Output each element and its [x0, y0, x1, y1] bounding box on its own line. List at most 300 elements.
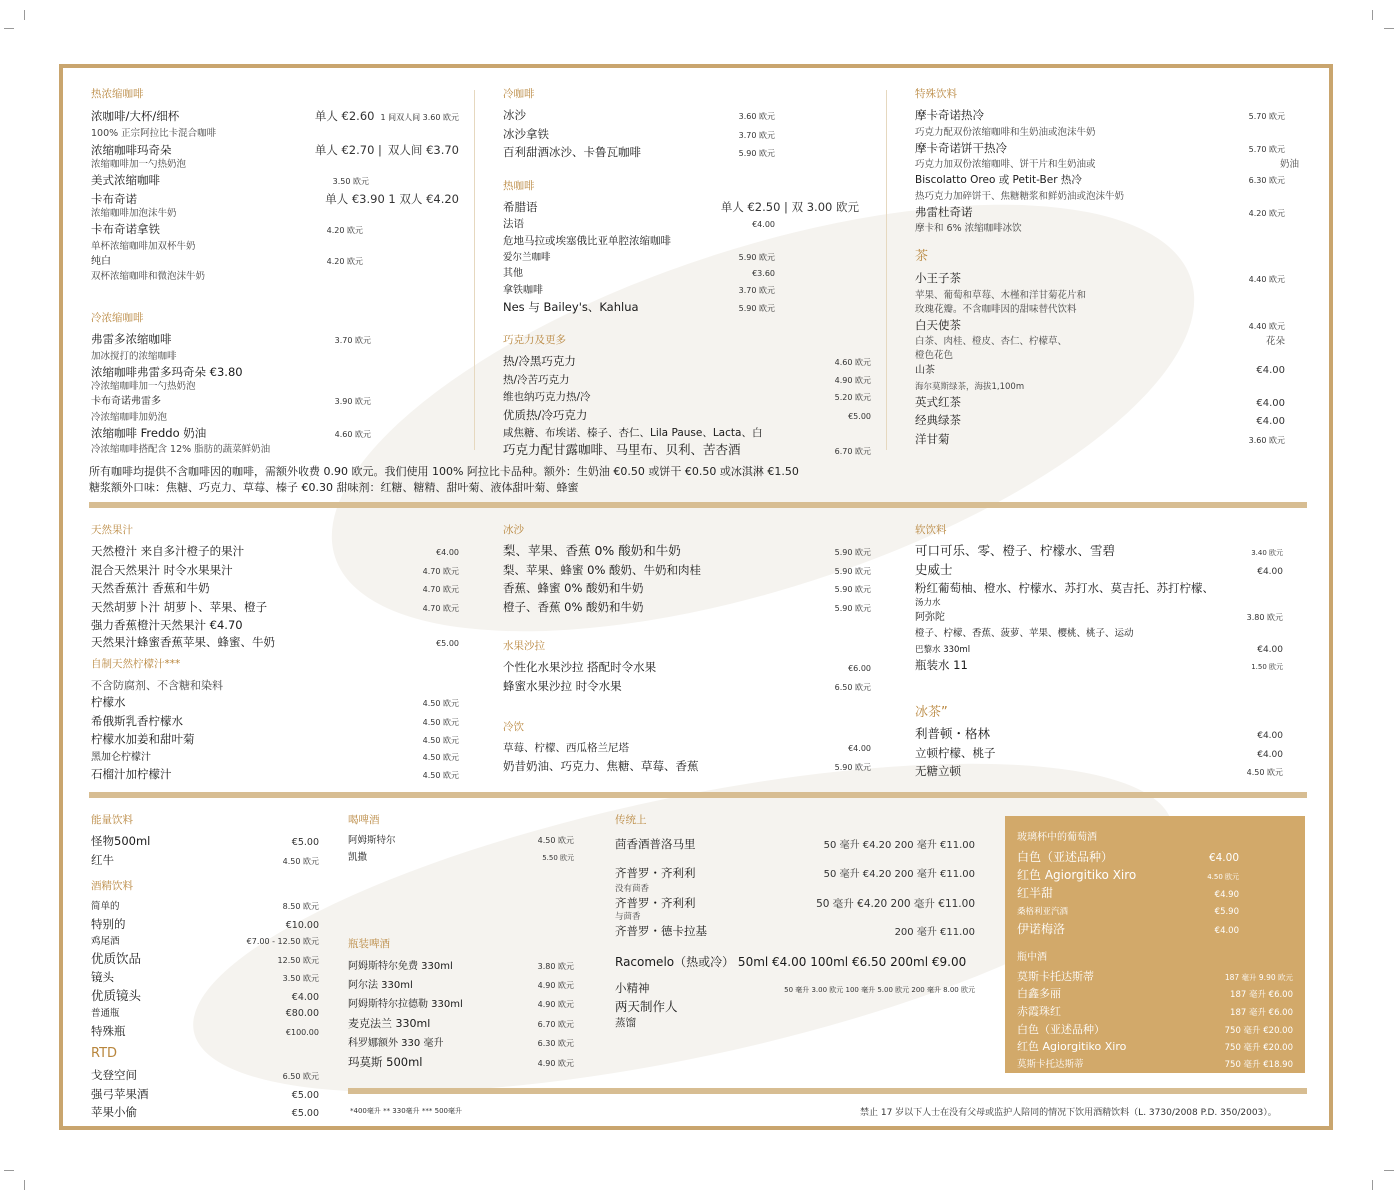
column-divider	[474, 90, 475, 450]
item-price: 4.50 欧元	[422, 736, 459, 745]
menu-item	[1017, 867, 1293, 886]
section-heading: 特殊饮料	[915, 88, 957, 100]
item-price: 4.60 欧元	[334, 429, 371, 439]
section-subtitle: 不含防腐剂、不含糖和染料	[91, 679, 223, 692]
item-price: 4.50 欧元	[537, 836, 574, 845]
item-name: 冰沙	[503, 108, 526, 122]
item-price: 4.70 欧元	[422, 566, 459, 576]
item-price: 3.50 欧元	[332, 177, 369, 186]
item-name: 弗雷杜奇诺	[915, 204, 973, 219]
item-name: 蜂蜜水果沙拉 时令水果	[503, 678, 622, 693]
item-name: 汤力水	[915, 597, 941, 608]
item-price: €4.00	[1208, 852, 1239, 864]
item-price: 5.70 欧元	[1248, 144, 1285, 154]
section-heading: 茶	[915, 249, 929, 264]
menu-item	[915, 412, 1285, 431]
item-price: 6.50 欧元	[282, 1072, 319, 1081]
item-name: 苹果小偷	[91, 1105, 137, 1119]
section-espresso	[91, 86, 459, 284]
item-name: 爱尔兰咖啡	[503, 251, 551, 263]
menu-item	[615, 865, 975, 884]
item-price: 3.60 欧元	[738, 112, 775, 121]
menu-item	[91, 1006, 319, 1023]
item-price: €4.00	[1257, 644, 1283, 655]
menu-item	[503, 580, 871, 599]
item-price: 3.70 欧元	[738, 130, 775, 140]
item-description: 100% 正宗阿拉比卡混合咖啡	[91, 127, 217, 139]
menu-item	[91, 1086, 319, 1105]
item-name: 鸡尾酒	[91, 936, 120, 947]
menu-item-description	[915, 335, 1285, 349]
section-heading: 传统上	[615, 814, 647, 826]
menu-item	[503, 599, 871, 618]
item-note: 没有茴香	[615, 883, 650, 894]
item-price: 6.50 欧元	[834, 682, 871, 692]
section-heading: 热咖啡	[503, 180, 535, 192]
menu-item	[1017, 1022, 1293, 1040]
item-price: 4.90 欧元	[537, 981, 574, 990]
menu-item	[348, 833, 574, 850]
item-name: 石榴汁加柠檬汁	[91, 767, 172, 781]
item-description: 加冰搅打的浓缩咖啡	[91, 350, 177, 362]
item-name: 红牛	[91, 852, 114, 867]
item-price: 6.70 欧元	[834, 446, 871, 456]
menu-item	[503, 740, 871, 758]
item-name: 柠檬水加姜和甜叶菊	[91, 732, 195, 746]
column-divider	[886, 90, 887, 450]
menu-item	[91, 951, 319, 970]
menu-item	[91, 394, 371, 411]
item-price: €4.00	[1256, 365, 1285, 376]
item-name: 梨、苹果、蜂蜜 0% 酸奶、牛奶和肉桂	[503, 562, 702, 577]
item-price: 4.70 欧元	[422, 603, 459, 613]
section-heading: 冰沙	[503, 524, 524, 536]
item-name: 天然橙汁 来自多汁橙子的果汁	[91, 544, 245, 558]
menu-item	[915, 270, 1285, 289]
item-price: 1.50 欧元	[1251, 662, 1283, 671]
menu-item	[91, 731, 459, 750]
item-name: 无糖立顿	[915, 764, 961, 778]
menu-item	[91, 916, 319, 935]
item-price: 4.20 欧元	[326, 256, 363, 266]
item-name: 茴香酒普洛马里	[615, 837, 696, 851]
menu-item	[915, 580, 1283, 597]
item-price: €7.00 - 12.50 欧元	[246, 937, 319, 946]
item-name: 卡布奇诺拿铁	[91, 222, 160, 236]
item-price: 4.50 欧元	[422, 717, 459, 727]
menu-item	[91, 852, 319, 871]
menu-item	[91, 750, 459, 767]
item-description: 浓缩咖啡加泡沫牛奶	[91, 208, 177, 219]
item-price: 3.70 欧元	[738, 285, 775, 295]
item-name: 伊诺梅洛	[1017, 921, 1066, 936]
menu-item	[91, 543, 459, 562]
item-name: 梨、苹果、香蕉 0% 酸奶和牛奶	[503, 543, 681, 558]
item-name: 史威士	[915, 561, 953, 577]
item-price: €4.00	[752, 219, 775, 229]
item-price: €5.00	[291, 1108, 319, 1119]
section-draft-beer	[348, 812, 574, 866]
menu-item	[615, 923, 975, 942]
menu-item	[503, 126, 775, 145]
menu-item	[503, 442, 871, 461]
item-name: 普通瓶	[91, 1008, 120, 1019]
item-price: €80.00	[285, 1008, 319, 1019]
item-name: 摩卡奇诺热冷	[915, 108, 984, 122]
item-name: 白天使茶	[915, 317, 961, 332]
item-name: 科罗娜额外 330 毫升	[348, 1038, 444, 1049]
item-price: 4.50 欧元	[282, 856, 319, 866]
menu-item	[91, 599, 459, 618]
item-price: €4.00	[1257, 731, 1283, 741]
menu-item	[615, 999, 975, 1016]
menu-item	[348, 995, 574, 1014]
menu-item	[915, 562, 1283, 581]
section-cold-drink	[503, 719, 871, 776]
menu-item	[91, 899, 319, 916]
menu-item	[915, 643, 1283, 657]
crop-mark	[4, 1170, 14, 1171]
item-name: 美式浓缩咖啡	[91, 173, 160, 187]
item-price: €5.00	[436, 638, 459, 648]
item-description: 海尔莫斯绿茶，海拔1,100m	[915, 381, 1025, 392]
menu-item	[91, 988, 319, 1007]
section-heading: 冷浓缩咖啡	[91, 312, 144, 324]
coffee-note-line: 所有咖啡均提供不含咖啡因的咖啡，需额外收费 0.90 欧元。我们使用 100% 阿拉比卡品种。额外：生奶油 €0.50 或饼干 €0.50 或冰淇淋 €1.50	[89, 465, 799, 478]
item-name: 卡布奇诺	[91, 191, 137, 206]
item-name: 红色 Agiorgitiko Xiro	[1017, 867, 1137, 882]
menu-item	[503, 678, 871, 697]
item-name: 危地马拉或埃塞俄比亚单腔浓缩咖啡	[503, 235, 671, 247]
section-heading: 水果沙拉	[503, 640, 545, 652]
menu-item	[915, 726, 1283, 745]
item-name: Biscolatto Oreo 或 Petit-Ber 热冷	[915, 174, 1082, 186]
item-name: 粉红葡萄柚、橙水、柠檬水、苏打水、莫吉托、苏打柠檬、	[915, 581, 1214, 595]
item-name: 优质饮品	[91, 950, 142, 966]
item-price: 单人 €2.70 |	[314, 142, 382, 157]
item-name: 特殊瓶	[91, 1023, 126, 1038]
menu-item	[91, 172, 459, 191]
item-price: 4.20 欧元	[1248, 208, 1285, 218]
menu-item	[503, 283, 775, 300]
item-name: 立顿柠檬、桃子	[915, 745, 996, 760]
item-name: 蒸馏	[615, 1017, 636, 1029]
item-price: 3.60 欧元	[1248, 435, 1285, 445]
item-name: 天然胡萝卜汁 胡萝卜、苹果、橙子	[91, 599, 268, 614]
item-price: €5.00	[291, 837, 319, 848]
item-description: 巧克力加双份浓缩咖啡、饼干片和生奶油或	[915, 159, 1096, 170]
menu-item	[503, 266, 775, 283]
item-price: 4.70 欧元	[422, 585, 459, 594]
item-price: 3.50 欧元	[282, 974, 319, 983]
menu-item	[348, 1053, 574, 1073]
menu-item	[91, 833, 319, 852]
item-price: 5.90 欧元	[738, 149, 775, 158]
item-name: 瓶装水 11	[915, 657, 968, 672]
item-price-secondary: 1 间双人间 3.60 欧元	[380, 113, 459, 122]
menu-item	[503, 758, 871, 777]
section-divider	[348, 1088, 1307, 1094]
item-price: 750 毫升 €20.00	[1224, 1025, 1293, 1036]
section-heading: 冷饮	[503, 721, 524, 733]
item-description: 单杯浓缩咖啡加双杯牛奶	[91, 240, 196, 252]
menu-item	[503, 562, 871, 581]
item-price: €3.60	[752, 269, 775, 278]
item-description: 冷浓缩咖啡加一勺热奶泡	[91, 381, 196, 392]
menu-item	[91, 1023, 319, 1042]
item-name: 维也纳巧克力热/冷	[503, 391, 591, 403]
menu-item	[91, 617, 459, 634]
item-name: 浓咖啡/大杯/细杯	[91, 109, 180, 123]
item-name: 柠檬水	[91, 695, 126, 709]
section-chocolate	[503, 332, 871, 460]
item-price: 6.30 欧元	[537, 1039, 574, 1048]
crop-mark	[1372, 1180, 1373, 1190]
item-name: 可口可乐、零、橙子、柠檬水、雪碧	[915, 543, 1116, 558]
coffee-note-line: 糖浆额外口味：焦糖、巧克力、草莓、榛子 €0.30 甜味剂：红糖、糖精、甜叶菊、液体甜叶菊、蜂蜜	[89, 481, 579, 494]
item-price: 50 毫升 €4.20 200 毫升 €11.00	[823, 840, 975, 851]
item-price: 5.90 欧元	[834, 548, 871, 557]
menu-item	[503, 299, 775, 318]
item-name: 阿尔法 330ml	[348, 980, 413, 991]
item-price: 3.40 欧元	[1251, 549, 1283, 557]
item-name: 浓缩咖啡弗雷多玛奇朵 €3.80	[91, 364, 243, 379]
menu-item	[915, 745, 1283, 764]
item-name: 天然果汁蜂蜜香蕉苹果、蜂蜜、牛奶	[91, 634, 275, 649]
menu-item	[91, 191, 459, 208]
section-heading: 瓶装啤酒	[348, 938, 390, 950]
item-price: €100.00	[285, 1027, 319, 1037]
crop-mark	[1384, 1170, 1394, 1171]
section-spirits	[91, 878, 319, 1041]
menu-item	[91, 766, 459, 785]
section-heading: 巧克力及更多	[503, 334, 566, 346]
item-note: 与茴香	[615, 912, 641, 922]
item-name: 混合天然果汁 时令水果果汁	[91, 562, 233, 577]
item-name: 莫斯卡托达斯蒂	[1017, 969, 1094, 983]
item-name: 草莓、柠檬、西瓜格兰尼塔	[503, 742, 629, 754]
item-price: €5.00	[848, 411, 871, 421]
section-energy	[91, 812, 319, 870]
item-price: 4.50 欧元	[1207, 872, 1239, 881]
item-description: 冷浓缩咖啡加奶泡	[91, 411, 168, 423]
menu-item	[91, 969, 319, 988]
item-name: 卡布奇诺弗雷多	[91, 396, 161, 407]
section-cold-coffee	[503, 86, 775, 163]
item-name: 阿姆斯特尔拉德勒 330ml	[348, 999, 463, 1010]
menu-item	[348, 850, 574, 867]
item-name: 优质镜头	[91, 987, 142, 1003]
menu-item	[91, 1067, 319, 1086]
menu-item	[915, 763, 1283, 782]
menu-item	[503, 407, 871, 426]
item-price: 3.80 欧元	[537, 962, 574, 971]
item-price: 5.70 欧元	[1248, 112, 1285, 121]
menu-item	[1017, 986, 1293, 1004]
menu-item	[91, 1104, 319, 1123]
item-price: 3.70 欧元	[334, 336, 371, 345]
item-name: 利普顿・格林	[915, 726, 991, 741]
section-heading: 软饮料	[915, 524, 947, 536]
menu-item	[915, 317, 1285, 336]
item-description: 热巧克力加碎饼干、焦糖糖浆和鲜奶油或泡沫牛奶	[915, 190, 1125, 202]
section-rtd	[91, 1046, 319, 1123]
item-name: 法语	[503, 217, 524, 230]
menu-item	[915, 363, 1285, 380]
item-name: 其他	[503, 268, 523, 279]
item-price: 5.90 欧元	[738, 304, 775, 313]
item-price: 4.50 欧元	[422, 752, 459, 762]
menu-item	[915, 626, 1283, 643]
item-price: 4.90 欧元	[537, 1059, 574, 1068]
menu-item	[915, 172, 1299, 190]
item-price: 5.50 欧元	[542, 853, 574, 862]
item-price: 5.90 欧元	[834, 603, 871, 613]
menu-item	[503, 389, 871, 407]
item-price: €10.00	[285, 919, 319, 931]
item-price: €5.90	[1214, 907, 1239, 918]
crop-mark	[24, 10, 25, 20]
menu-item	[615, 1015, 975, 1032]
section-heading: 玻璃杯中的葡萄酒	[1017, 832, 1097, 843]
item-price: 50 毫升 €4.20 200 毫升 €11.00	[823, 869, 975, 880]
menu-item	[915, 597, 1283, 610]
item-price: 8.50 欧元	[282, 902, 319, 911]
item-name: 赤霞珠红	[1017, 1004, 1061, 1018]
menu-item	[503, 216, 775, 234]
item-name: 红半甜	[1017, 886, 1054, 901]
item-name: 浓缩咖啡玛奇朵	[91, 142, 172, 157]
item-price: 4.40 欧元	[1248, 321, 1285, 331]
section-divider	[89, 792, 1307, 798]
item-price: 单人 €2.60	[314, 109, 375, 123]
item-price: €5.00	[291, 1089, 319, 1101]
wine-panel	[1005, 816, 1305, 1073]
menu-item	[1017, 1057, 1293, 1074]
menu-item	[1017, 1004, 1293, 1022]
item-price: 6.70 欧元	[537, 1020, 574, 1029]
item-name: 希腊语	[503, 200, 538, 214]
menu-item	[91, 580, 459, 599]
item-name: 巴黎水 330ml	[915, 644, 971, 655]
menu-item	[915, 140, 1299, 159]
item-price: 4.50 欧元	[422, 771, 459, 780]
item-price: 50 毫升 3.00 欧元 100 毫升 5.00 欧元 200 毫升 8.00 欧元	[784, 986, 975, 994]
section-heading: 热浓缩咖啡	[91, 88, 144, 100]
item-name: 小精神	[615, 981, 650, 995]
item-price: 187 毫升 9.90 欧元	[1224, 972, 1293, 982]
item-name: 百利甜酒冰沙、卡鲁瓦咖啡	[503, 145, 641, 159]
item-name: 优质热/冷巧克力	[503, 407, 588, 422]
section-heading: 瓶中酒	[1017, 951, 1047, 963]
item-price: 750 毫升 €20.00	[1224, 1043, 1293, 1054]
item-description: 白茶、肉桂、橙皮、杏仁、柠檬草、	[915, 336, 1068, 347]
item-name: 纯白	[91, 255, 111, 267]
menu-item	[1017, 969, 1293, 987]
section-soft-drinks	[915, 522, 1283, 675]
menu-item	[91, 713, 459, 732]
item-name: 弗雷多浓缩咖啡	[91, 332, 172, 346]
item-price: 5.90 欧元	[738, 252, 775, 262]
item-price: 4.20 欧元	[326, 226, 363, 235]
item-price: 12.50 欧元	[277, 955, 319, 965]
menu-item	[91, 141, 459, 159]
menu-item	[503, 107, 775, 126]
section-traditional	[615, 812, 975, 1032]
item-description: 巧克力配双份浓缩咖啡和生奶油或泡沫牛奶	[915, 126, 1096, 138]
menu-item	[1017, 904, 1293, 921]
item-price: 4.90 欧元	[834, 375, 871, 385]
item-name: 英式红茶	[915, 394, 961, 409]
item-price: 750 毫升 €18.90	[1224, 1060, 1293, 1071]
item-price: €4.00	[1257, 749, 1283, 760]
item-price: €4.00	[1256, 397, 1285, 409]
menu-item	[503, 425, 871, 442]
item-price-secondary: 双人间 €3.70	[387, 142, 459, 157]
section-heading: 天然果汁	[91, 524, 133, 536]
menu-item	[615, 833, 975, 857]
item-name: 巧克力配甘露咖啡、马里布、贝利、苦杏酒	[503, 441, 741, 457]
menu-item	[91, 221, 459, 240]
menu-item	[615, 954, 975, 971]
item-name: 摩卡奇诺饼干热冷	[915, 140, 1007, 155]
menu-item	[348, 957, 574, 976]
item-name: 奶昔奶油、巧克力、焦糖、草莓、香蕉	[503, 758, 699, 773]
section-heading: 喝啤酒	[348, 814, 380, 826]
item-name: 阿姆斯特尔	[348, 835, 396, 846]
menu-item	[915, 610, 1283, 627]
item-name: 镜头	[91, 970, 114, 984]
item-name: 个性化水果沙拉 搭配时令水果	[503, 660, 657, 674]
item-name: 拿铁咖啡	[503, 284, 543, 296]
item-description-end: 奶油	[1279, 159, 1299, 170]
section-heading: 冷咖啡	[503, 88, 535, 100]
menu-item	[1017, 921, 1293, 940]
item-price: 3.80 欧元	[1246, 612, 1283, 622]
item-price: €4.00	[436, 548, 459, 557]
item-name: 浓缩咖啡 Freddo 奶油	[91, 425, 207, 440]
item-description-end: 花朵	[1265, 336, 1285, 347]
menu-item	[915, 204, 1299, 223]
item-name: 冰沙拿铁	[503, 126, 549, 141]
item-name: 怪物500ml	[91, 834, 151, 848]
item-name: 经典绿茶	[915, 413, 961, 427]
item-name: 咸焦糖、布埃诺、榛子、杏仁、Lila Pause、Lacta、白	[503, 427, 763, 439]
item-price: 5.90 欧元	[834, 762, 871, 772]
menu-item	[91, 562, 459, 581]
menu-item	[503, 199, 859, 216]
item-name: 白色（亚述品种）	[1017, 850, 1114, 864]
section-divider	[89, 502, 1307, 508]
item-description: 橙色花色	[915, 350, 954, 361]
section-hot-coffee	[503, 178, 859, 318]
section-tea	[915, 245, 1285, 449]
item-description: 双杯浓缩咖啡和微泡沫牛奶	[91, 271, 206, 282]
item-name: 凯撒	[348, 851, 368, 863]
section-heading: RTD	[91, 1046, 118, 1061]
item-name: 天然香蕉汁 香蕉和牛奶	[91, 581, 210, 595]
section-cold-espresso	[91, 310, 371, 457]
item-name: 红色 Agiorgitiko Xiro	[1017, 1040, 1127, 1054]
item-description: 浓缩咖啡加一勺热奶泡	[91, 159, 187, 170]
menu-item	[503, 372, 871, 390]
item-price: 4.50 欧元	[1246, 768, 1283, 777]
menu-item	[503, 250, 775, 267]
menu-item	[915, 394, 1285, 413]
item-name: 希俄斯乳香柠檬水	[91, 713, 183, 728]
item-name: 麦克法兰 330ml	[348, 1017, 431, 1030]
item-price: €4.00	[291, 991, 319, 1003]
